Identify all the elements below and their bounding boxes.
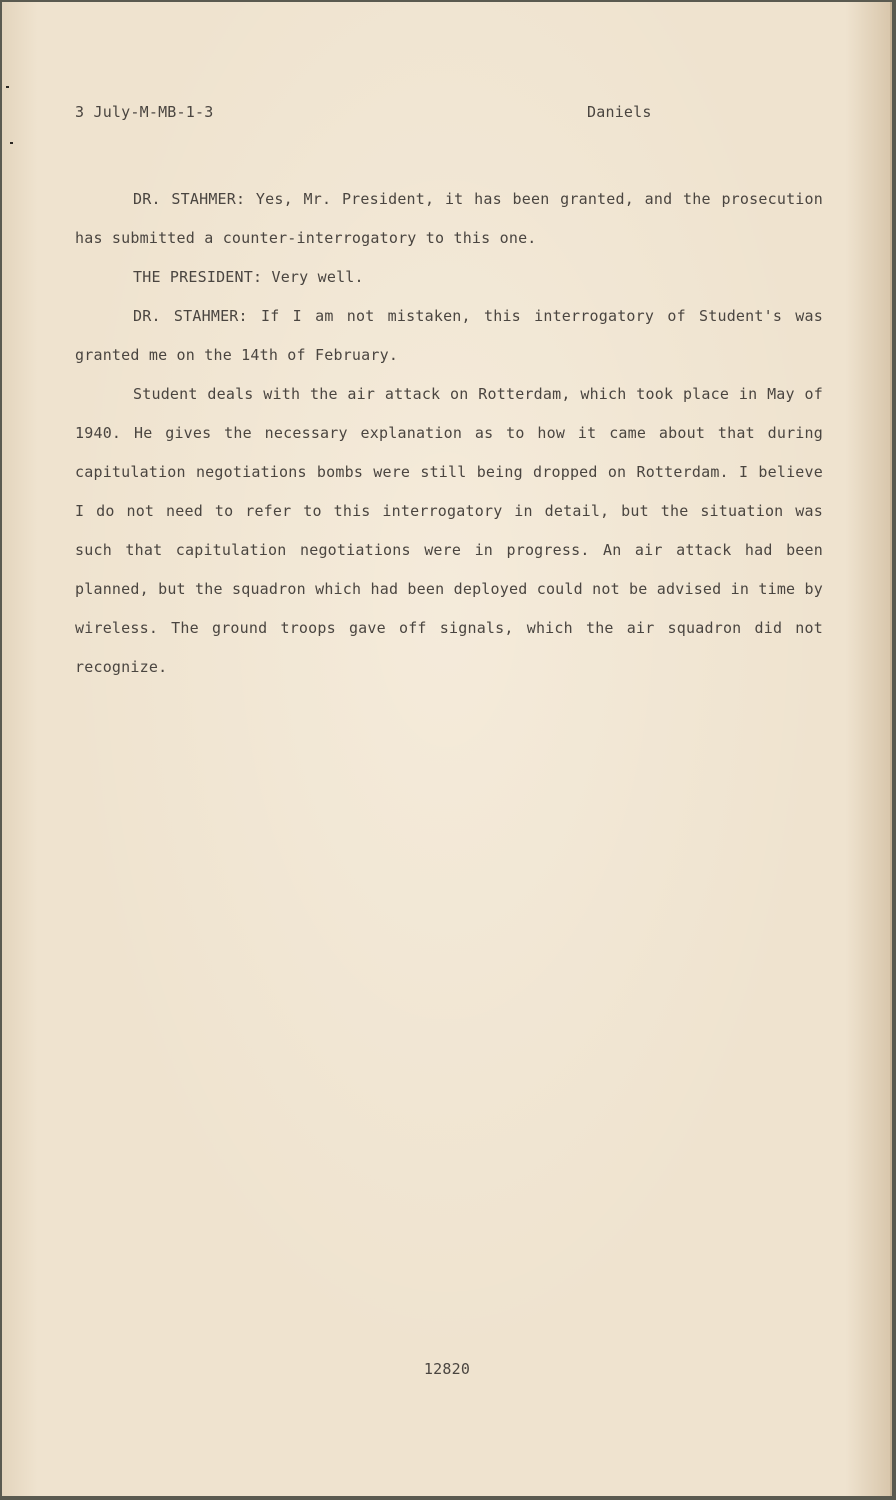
page-header-reference: 3 July-M-MB-1-3	[75, 103, 214, 121]
margin-mark	[10, 142, 13, 144]
document-page	[2, 2, 892, 1496]
page-number: 12820	[423, 1360, 471, 1378]
transcript-paragraph: Student deals with the air attack on Rotterdam, which took place in May of 1940. He gives the necessary explanation as to how it came about that during capitulation negotiations bombs were still being dropped on Rotterdam. I believe I do not need to refer to this interrogatory in detail, but the situation was such that capitulation negotiations were in progress. An air attack had been planned, but the squadron which had been deployed could not be advised in time by wireless. The ground troops gave off signals, which the air squadron did not recognize.	[75, 385, 823, 676]
margin-mark	[6, 86, 9, 88]
transcript-paragraph: DR. STAHMER: Yes, Mr. President, it has been granted, and the prosecution has submitted a counter-interrogatory to this one.	[75, 190, 823, 247]
transcript-paragraph: THE PRESIDENT: Very well.	[133, 268, 364, 286]
transcript-body	[75, 180, 823, 687]
transcript-paragraph: DR. STAHMER: If I am not mistaken, this interrogatory of Student's was granted me on the 14th of February.	[75, 307, 823, 364]
page-header-typist: Daniels	[587, 103, 652, 121]
